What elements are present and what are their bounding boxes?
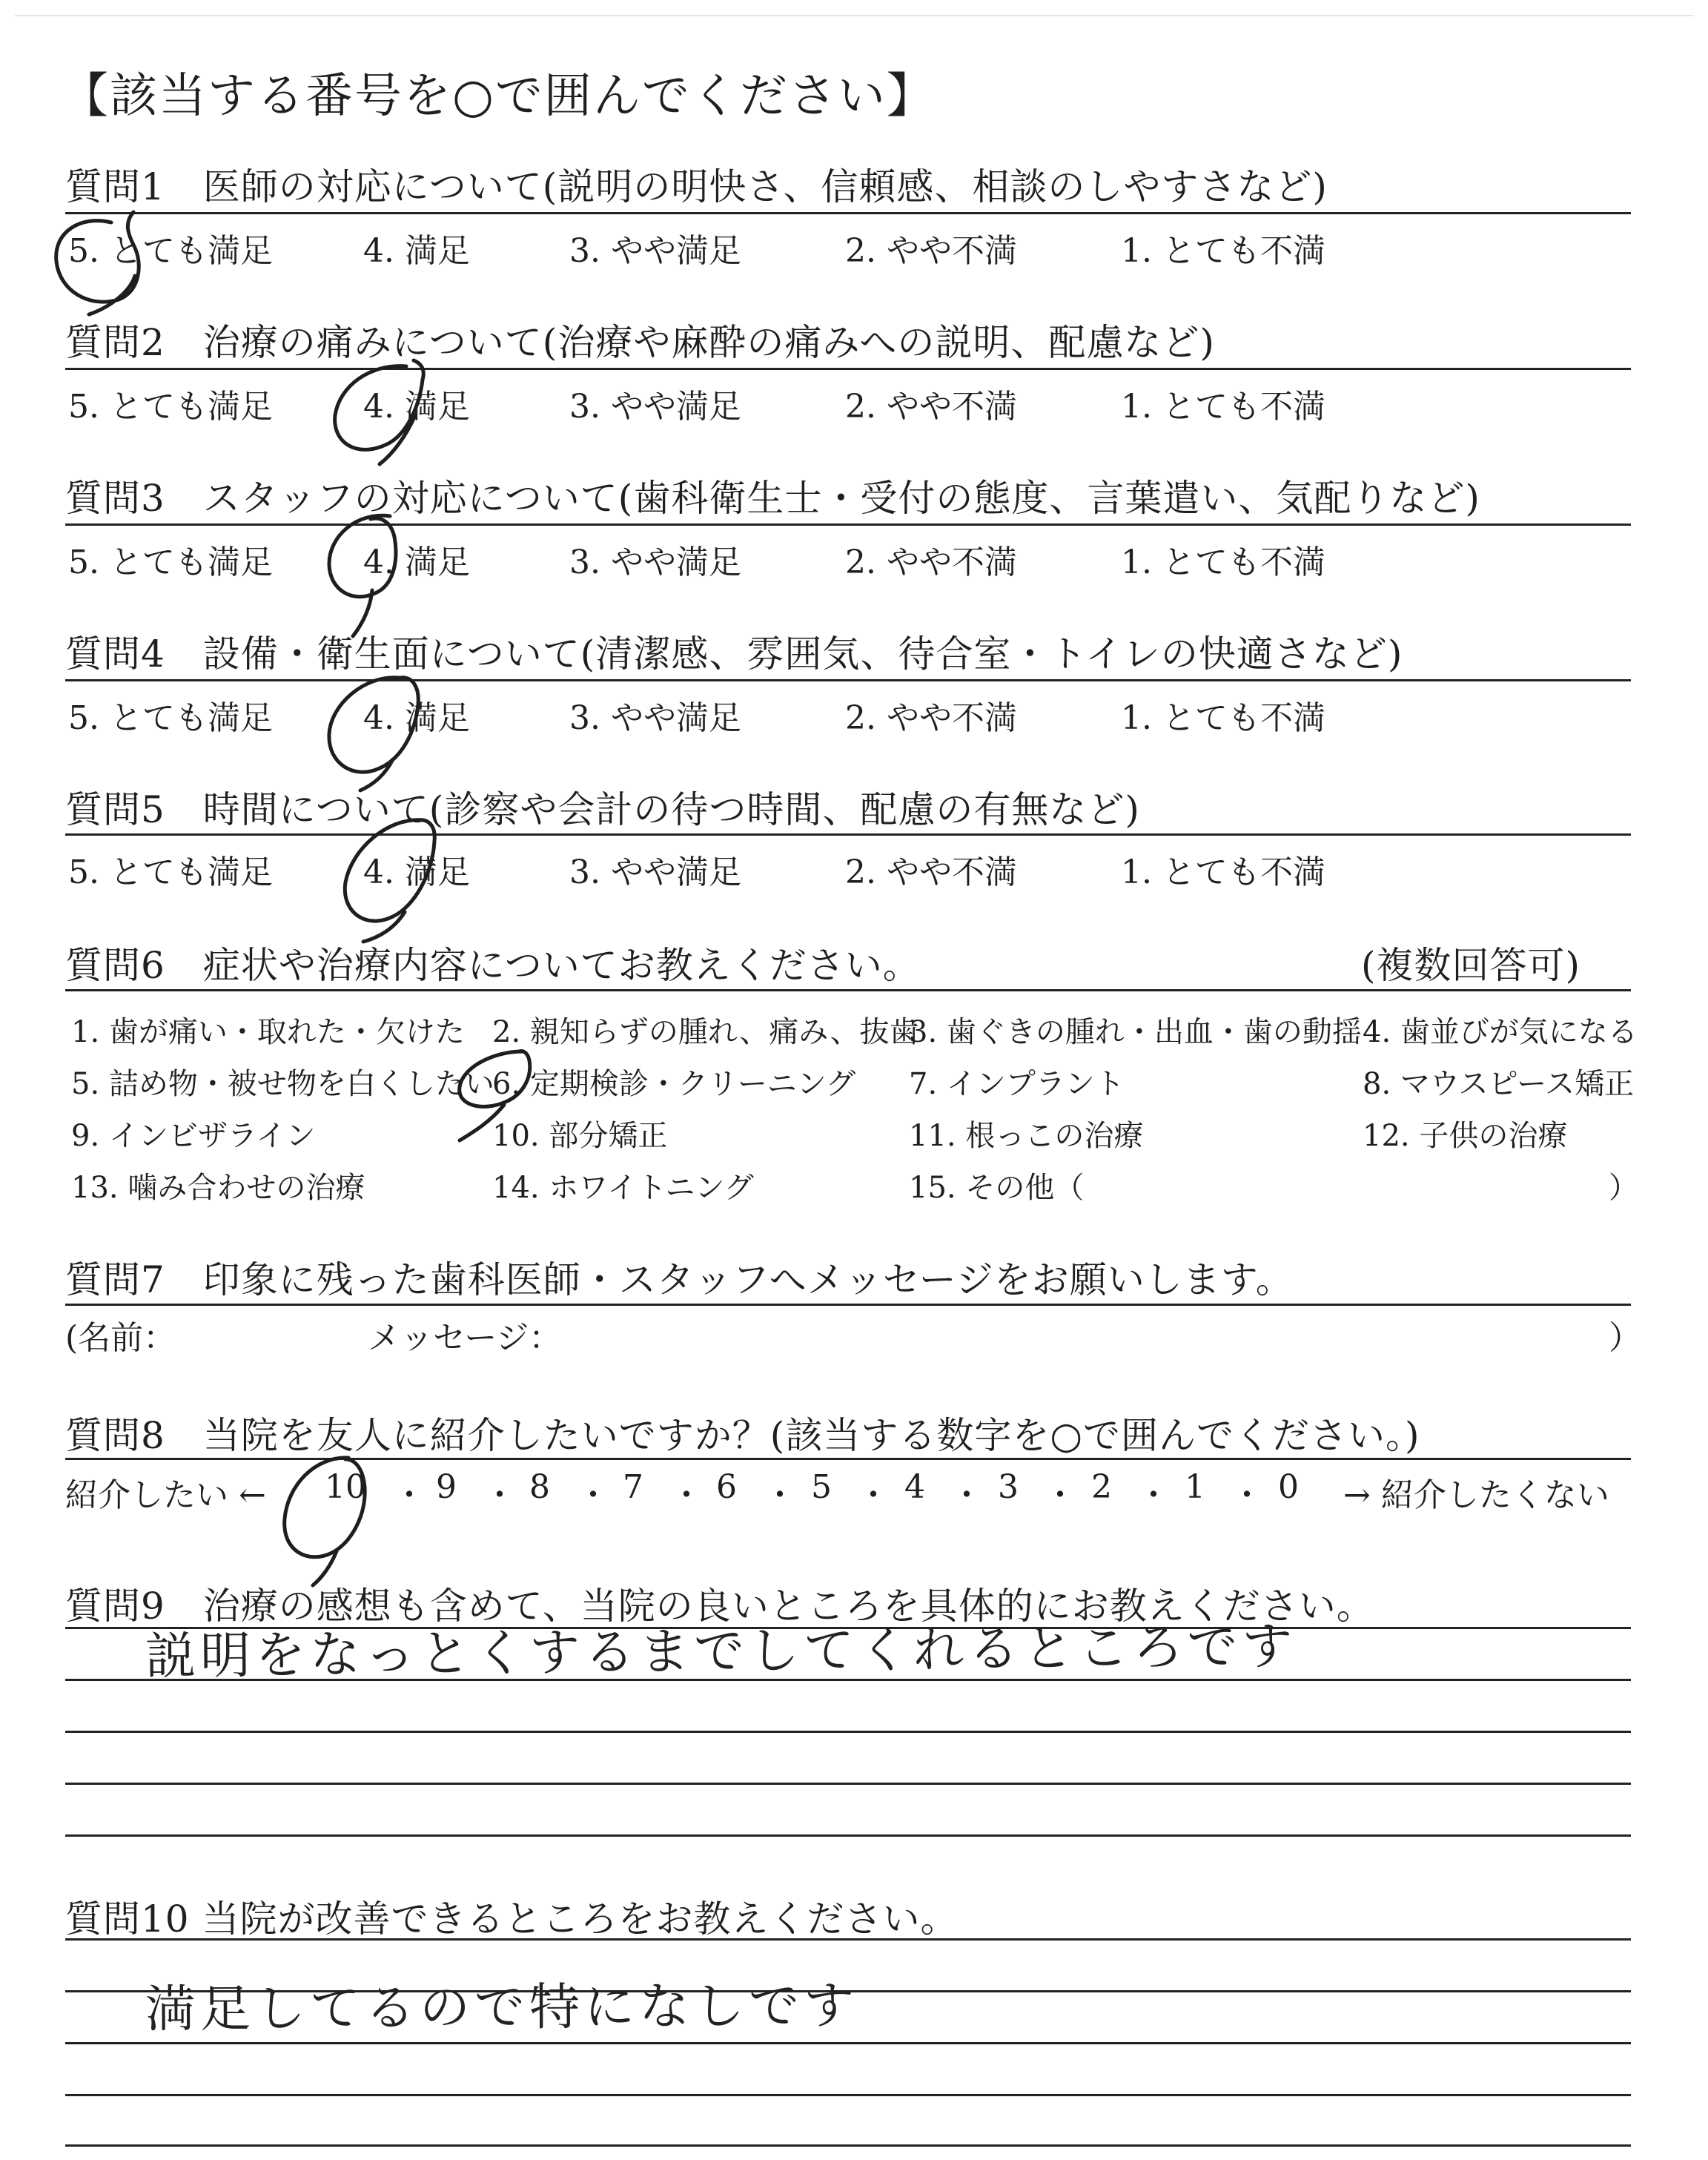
q10-line — [65, 1938, 1631, 1941]
q5-option-2[interactable]: 2. やや不満 — [845, 853, 1017, 891]
q8-scale-1[interactable]: 1 — [1185, 1468, 1205, 1506]
question-2-title: 質問2 治療の痛みについて(治療や麻酔の痛みへの説明、配慮など) — [65, 321, 1215, 364]
q9-line — [65, 1834, 1631, 1837]
q6-other-close: ） — [1609, 1171, 1638, 1205]
q4-option-1[interactable]: 1. とても不満 — [1121, 699, 1325, 737]
q9-line — [65, 1783, 1631, 1785]
q8-scale-6[interactable]: 6 — [716, 1468, 737, 1506]
q10-line — [65, 2042, 1631, 2044]
question-4-title: 質問4 設備・衛生面について(清潔感、雰囲気、待合室・トイレの快適さなど) — [65, 633, 1403, 676]
q8-separator: ・ — [1231, 1476, 1263, 1514]
q7-message-label[interactable]: メッセージ： — [368, 1319, 562, 1357]
q8-scale-10[interactable]: 10 — [325, 1468, 366, 1506]
question-5-rule — [65, 833, 1631, 836]
q6-item-5[interactable]: 5. 詰め物・被せ物を白くしたい — [71, 1067, 494, 1101]
q3-option-3[interactable]: 3. やや満足 — [569, 544, 741, 581]
q8-scale-0[interactable]: 0 — [1278, 1468, 1299, 1506]
q2-option-3[interactable]: 3. やや満足 — [569, 388, 741, 426]
q8-scale-7[interactable]: 7 — [623, 1468, 643, 1506]
question-7-rule — [65, 1304, 1631, 1306]
q4-option-5[interactable]: 5. とても満足 — [68, 699, 273, 737]
q6-item-15[interactable]: 15. その他（ — [909, 1171, 1085, 1205]
q6-item-14[interactable]: 14. ホワイトニング — [492, 1171, 754, 1205]
q6-item-9[interactable]: 9. インビザライン — [71, 1119, 316, 1153]
question-6-title: 質問6 症状や治療内容についてお教えください。 — [65, 944, 921, 987]
q10-line — [65, 2144, 1631, 2147]
q6-item-10[interactable]: 10. 部分矯正 — [492, 1119, 668, 1153]
question-4-rule — [65, 679, 1631, 681]
q6-item-11[interactable]: 11. 根っこの治療 — [909, 1119, 1144, 1153]
q4-option-3[interactable]: 3. やや満足 — [569, 699, 741, 737]
q4-option-2[interactable]: 2. やや不満 — [845, 699, 1017, 737]
q8-right-label: → 紹介したくない — [1343, 1476, 1609, 1514]
q3-option-4[interactable]: 4. 満足 — [363, 544, 470, 581]
q6-item-8[interactable]: 8. マウスピース矯正 — [1363, 1067, 1635, 1101]
q6-item-3[interactable]: 3. 歯ぐきの腫れ・出血・歯の動揺 — [909, 1015, 1362, 1049]
q4-option-4[interactable]: 4. 満足 — [363, 699, 470, 737]
q5-option-3[interactable]: 3. やや満足 — [569, 853, 741, 891]
q7-close: ） — [1609, 1319, 1641, 1357]
q8-separator: ・ — [764, 1476, 796, 1514]
q8-separator: ・ — [950, 1476, 983, 1514]
q8-scale-9[interactable]: 9 — [436, 1468, 457, 1506]
question-3-title: 質問3 スタッフの対応について(歯科衛生士・受付の態度、言葉遣い、気配りなど) — [65, 477, 1480, 520]
q8-separator: ・ — [483, 1476, 516, 1514]
q7-name-label[interactable]: (名前： — [65, 1319, 176, 1357]
q5-option-5[interactable]: 5. とても満足 — [68, 853, 273, 891]
question-10-title: 質問10 当院が改善できるところをお教えください。 — [65, 1898, 959, 1941]
q8-scale-5[interactable]: 5 — [811, 1468, 832, 1506]
q8-scale-4[interactable]: 4 — [904, 1468, 925, 1506]
q6-item-7[interactable]: 7. インプラント — [909, 1067, 1125, 1101]
question-8-title: 質問8 当院を友人に紹介したいですか？(該当する数字を○で囲んでください。) — [65, 1414, 1420, 1457]
question-3-rule — [65, 524, 1631, 526]
q6-item-12[interactable]: 12. 子供の治療 — [1363, 1119, 1568, 1153]
q3-option-2[interactable]: 2. やや不満 — [845, 544, 1017, 581]
q2-option-5[interactable]: 5. とても満足 — [68, 388, 273, 426]
q8-scale-8[interactable]: 8 — [529, 1468, 550, 1506]
question-5-title: 質問5 時間について(診察や会計の待つ時間、配慮の有無など) — [65, 788, 1140, 831]
q6-item-2[interactable]: 2. 親知らずの腫れ、痛み、抜歯 — [492, 1015, 919, 1049]
q8-separator: ・ — [577, 1476, 609, 1514]
q3-option-5[interactable]: 5. とても満足 — [68, 544, 273, 581]
q5-option-1[interactable]: 1. とても不満 — [1121, 853, 1325, 891]
question-6-rule — [65, 989, 1631, 991]
q2-option-4[interactable]: 4. 満足 — [363, 388, 470, 426]
q8-separator: ・ — [670, 1476, 703, 1514]
q1-option-1[interactable]: 1. とても不満 — [1121, 232, 1325, 270]
q8-left-label: 紹介したい ← — [65, 1476, 266, 1514]
question-6-note: (複数回答可) — [1361, 944, 1581, 987]
q6-item-6[interactable]: 6. 定期検診・クリーニング — [492, 1067, 856, 1101]
q6-item-1[interactable]: 1. 歯が痛い・取れた・欠けた — [71, 1015, 465, 1049]
q9-line — [65, 1731, 1631, 1733]
question-2-rule — [65, 368, 1631, 370]
q8-separator: ・ — [393, 1476, 426, 1514]
q1-option-4[interactable]: 4. 満足 — [363, 232, 470, 270]
question-7-title: 質問7 印象に残った歯科医師・スタッフへメッセージをお願いします。 — [65, 1258, 1294, 1301]
q2-option-2[interactable]: 2. やや不満 — [845, 388, 1017, 426]
question-1-title: 質問1 医師の対応について(説明の明快さ、信頼感、相談のしやすさなど) — [65, 165, 1328, 208]
q2-option-1[interactable]: 1. とても不満 — [1121, 388, 1325, 426]
q1-option-2[interactable]: 2. やや不満 — [845, 232, 1017, 270]
q5-option-4[interactable]: 4. 満足 — [363, 853, 470, 891]
question-9-title: 質問9 治療の感想も含めて、当院の良いところを具体的にお教えください。 — [65, 1585, 1374, 1628]
question-8-rule — [65, 1458, 1631, 1460]
q6-item-13[interactable]: 13. 噛み合わせの治療 — [71, 1171, 365, 1205]
q8-scale-3[interactable]: 3 — [998, 1468, 1019, 1506]
page-title: 【該当する番号を○で囲んでください】 — [61, 69, 936, 124]
q8-separator: ・ — [857, 1476, 890, 1514]
q10-line — [65, 2094, 1631, 2096]
q8-separator: ・ — [1137, 1476, 1170, 1514]
q6-item-4[interactable]: 4. 歯並びが気になる — [1363, 1015, 1638, 1049]
q10-handwritten-answer[interactable]: 満足してるので特になしです — [145, 1976, 859, 2039]
q8-scale-2[interactable]: 2 — [1091, 1468, 1112, 1506]
q3-option-1[interactable]: 1. とても不満 — [1121, 544, 1325, 581]
scan-edge — [15, 15, 1693, 16]
q1-option-3[interactable]: 3. やや満足 — [569, 232, 741, 270]
q8-separator: ・ — [1044, 1476, 1076, 1514]
q1-option-5[interactable]: 5. とても満足 — [68, 232, 273, 270]
question-1-rule — [65, 212, 1631, 214]
q9-handwritten-answer[interactable]: 説明をなっとくするまでしてくれるところです — [145, 1617, 1297, 1686]
